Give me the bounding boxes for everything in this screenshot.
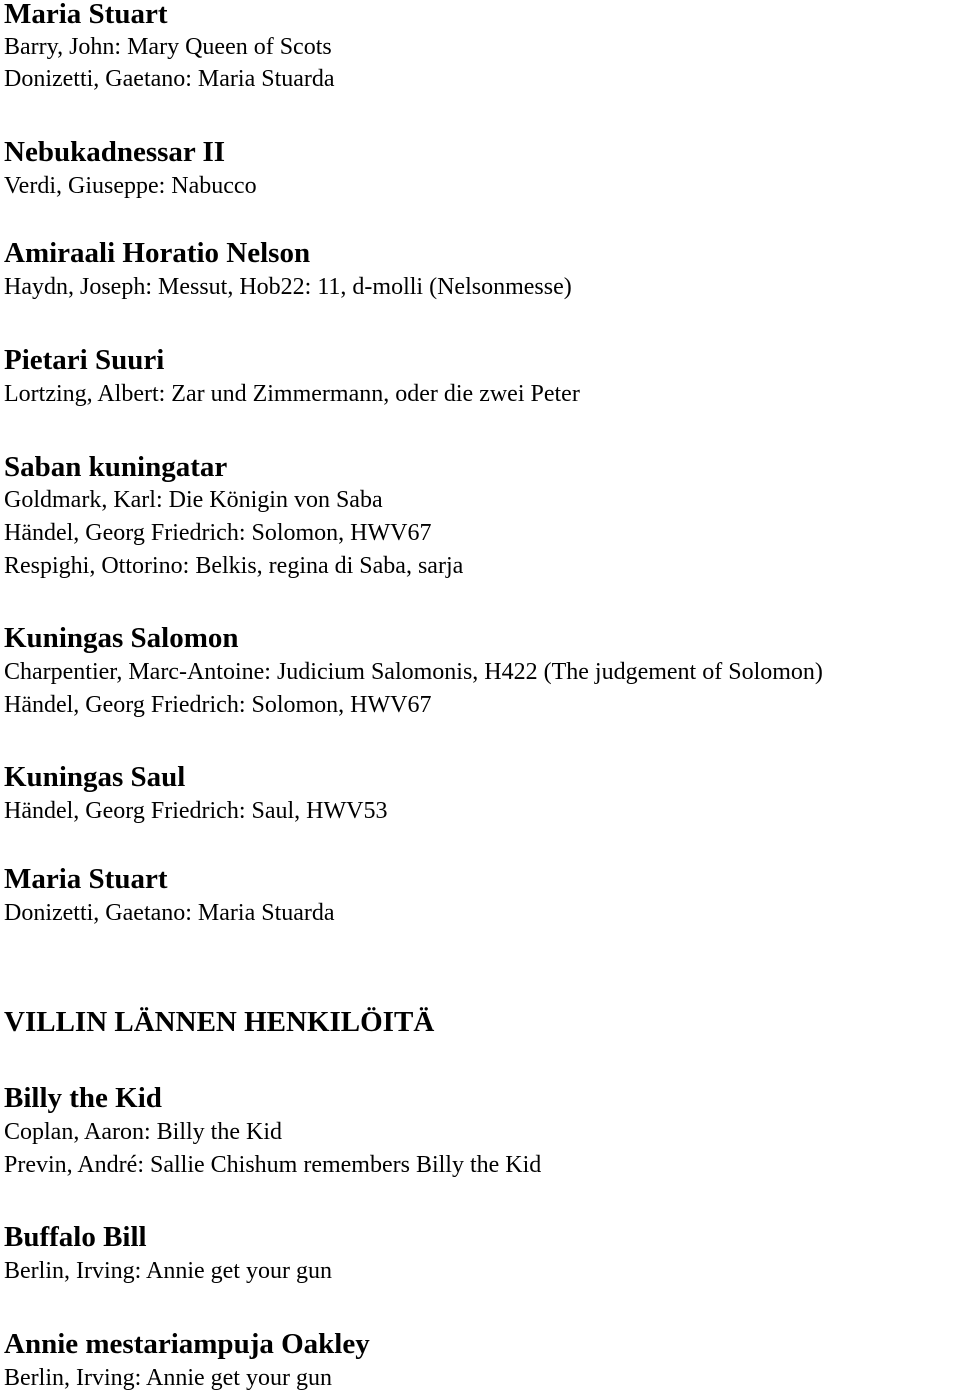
work-item: Berlin, Irving: Annie get your gun xyxy=(4,1365,332,1391)
work-item: Charpentier, Marc-Antoine: Judicium Salomonis, H422 (The judgement of Solomon) xyxy=(4,659,823,685)
work-item: Previn, André: Sallie Chishum remembers Billy the Kid xyxy=(4,1152,542,1178)
entry-heading: Maria Stuart xyxy=(4,0,168,30)
entry-heading: Maria Stuart xyxy=(4,863,168,895)
work-item: Haydn, Joseph: Messut, Hob22: 11, d-molli (Nelsonmesse) xyxy=(4,274,572,300)
entry-heading: Nebukadnessar II xyxy=(4,136,226,168)
section-heading: VILLIN LÄNNEN HENKILÖITÄ xyxy=(4,1006,435,1038)
work-item: Verdi, Giuseppe: Nabucco xyxy=(4,173,257,199)
work-item: Berlin, Irving: Annie get your gun xyxy=(4,1258,332,1284)
entry-heading: Pietari Suuri xyxy=(4,344,165,376)
work-item: Händel, Georg Friedrich: Solomon, HWV67 xyxy=(4,692,432,718)
work-item: Donizetti, Gaetano: Maria Stuarda xyxy=(4,900,335,926)
entry-heading: Billy the Kid xyxy=(4,1082,162,1114)
entry-heading: Kuningas Salomon xyxy=(4,622,239,654)
entry-heading: Saban kuningatar xyxy=(4,451,228,483)
work-item: Goldmark, Karl: Die Königin von Saba xyxy=(4,487,383,513)
entry-heading: Buffalo Bill xyxy=(4,1221,147,1253)
work-item: Händel, Georg Friedrich: Saul, HWV53 xyxy=(4,798,388,824)
entry-heading: Amiraali Horatio Nelson xyxy=(4,237,311,269)
work-item: Händel, Georg Friedrich: Solomon, HWV67 xyxy=(4,520,432,546)
work-item: Respighi, Ottorino: Belkis, regina di Saba, sarja xyxy=(4,553,464,579)
work-item: Lortzing, Albert: Zar und Zimmermann, oder die zwei Peter xyxy=(4,381,580,407)
work-item: Donizetti, Gaetano: Maria Stuarda xyxy=(4,66,335,92)
entry-heading: Annie mestariampuja Oakley xyxy=(4,1328,370,1360)
work-item: Coplan, Aaron: Billy the Kid xyxy=(4,1119,282,1145)
entry-heading: Kuningas Saul xyxy=(4,761,186,793)
work-item: Barry, John: Mary Queen of Scots xyxy=(4,34,332,60)
